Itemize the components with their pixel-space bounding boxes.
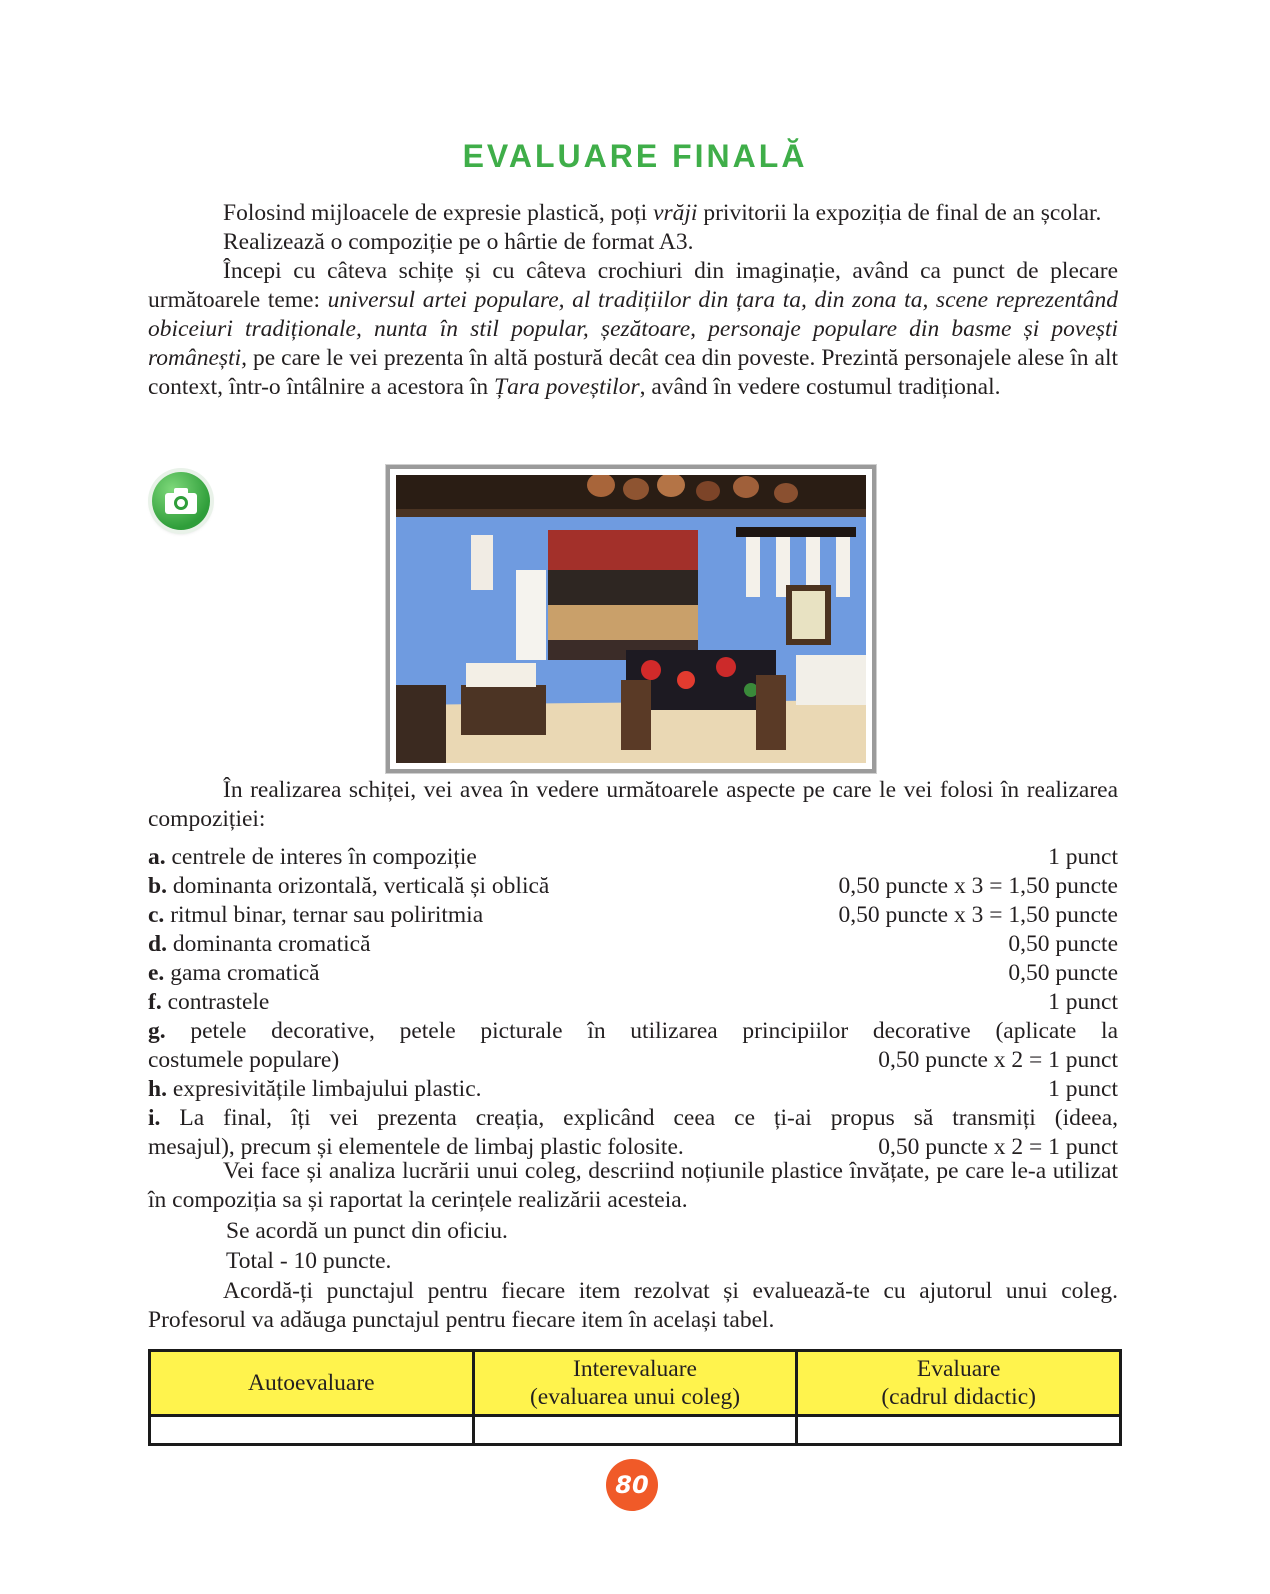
criterion-b-points: 0,50 puncte x 3 = 1,50 puncte bbox=[838, 873, 1118, 899]
closing-text bbox=[148, 1157, 1118, 1335]
criterion-e: e. gama cromatică 0,50 puncte bbox=[148, 960, 1118, 986]
criterion-g-points: 0,50 puncte x 2 = 1 punct bbox=[878, 1047, 1118, 1073]
criterion-d: d. dominanta cromatică 0,50 puncte bbox=[148, 931, 1118, 957]
intro-paragraph-3: Începi cu câteva schițe și cu câteva crochiuri din imaginație, având ca punct de plecare următoarele teme: universul artei populare, al tradițiilor din țara ta, din zona ta, scene reprezentând obiceiuri tradiționale, nunta în stil popular, șezătoare, personaje populare din basme și povești românești, pe care le vei prezenta în altă postură decât cea din poveste. Prezintă personajele alese în alt context, într-o întâlnire a acestora în Țara poveștilor, având în vedere costumul tradițional. bbox=[148, 258, 1118, 400]
closing-paragraph-4: Acordă-ți punctajul pentru fiecare item rezolvat și evaluează-te cu ajutorul unui coleg. Profesorul va adăuga punctajul pentru fiecare item în același tabel. bbox=[148, 1278, 1118, 1333]
criterion-e-points: 0,50 puncte bbox=[1008, 960, 1118, 986]
criterion-c-points: 0,50 puncte x 3 = 1,50 puncte bbox=[838, 902, 1118, 928]
intro-text bbox=[148, 199, 1118, 402]
closing-paragraph-1: Vei face și analiza lucrării unui coleg, descriind noțiunile plastice învățate, pe care le-a utilizat în compoziția sa și raportat la cerințele realizării acesteia. bbox=[148, 1158, 1118, 1213]
criterion-d-points: 0,50 puncte bbox=[1008, 931, 1118, 957]
criterion-b: b. dominanta orizontală, verticală și oblică 0,50 puncte x 3 = 1,50 puncte bbox=[148, 873, 1118, 899]
criterion-c: c. ritmul binar, ternar sau poliritmia 0,50 puncte x 3 = 1,50 puncte bbox=[148, 902, 1118, 928]
header-interevaluare: Interevaluare (evaluarea unui coleg) bbox=[473, 1351, 797, 1416]
cell-evaluare[interactable] bbox=[797, 1416, 1121, 1445]
criterion-g: g. petele decorative, petele picturale în utilizarea principiilor decorative (aplicate la bbox=[148, 1018, 1118, 1044]
criterion-h-points: 1 punct bbox=[1048, 1076, 1118, 1102]
evaluation-table-header bbox=[150, 1351, 1121, 1416]
criterion-a-points: 1 punct bbox=[1048, 844, 1118, 870]
header-autoevaluare: Autoevaluare bbox=[150, 1351, 474, 1416]
closing-paragraph-3: Total - 10 puncte. bbox=[226, 1248, 392, 1274]
criterion-a: a. centrele de interes în compoziție 1 punct bbox=[148, 844, 1118, 870]
criteria-list bbox=[148, 843, 1118, 1162]
cell-autoevaluare[interactable] bbox=[150, 1416, 474, 1445]
cell-interevaluare[interactable] bbox=[473, 1416, 797, 1445]
criterion-f-points: 1 punct bbox=[1048, 989, 1118, 1015]
interior-photo bbox=[386, 465, 876, 773]
criterion-i-continued: mesajul), precum și elementele de limbaj plastic folosite. 0,50 puncte x 2 = 1 punct bbox=[148, 1134, 1118, 1160]
criterion-i: i. La final, îți vei prezenta creația, explicând ceea ce ți-ai propus să transmiți (ideea, bbox=[148, 1105, 1119, 1131]
evaluation-table bbox=[148, 1349, 1122, 1446]
criterion-i-points: 0,50 puncte x 2 = 1 punct bbox=[878, 1134, 1118, 1160]
interior-photo-image bbox=[396, 475, 866, 763]
criterion-g-continued: costumele populare) 0,50 puncte x 2 = 1 punct bbox=[148, 1047, 1118, 1073]
page-number-badge: 80 bbox=[606, 1459, 658, 1511]
criterion-h: h. expresivitățile limbajului plastic. 1 punct bbox=[148, 1076, 1118, 1102]
header-evaluare: Evaluare (cadrul didactic) bbox=[797, 1351, 1121, 1416]
intro-paragraph-1: Folosind mijloacele de expresie plastică, poți vrăji privitorii la expoziția de final de an școlar. bbox=[223, 200, 1102, 226]
evaluation-table-row bbox=[150, 1416, 1121, 1445]
page-title: EVALUARE FINALĂ bbox=[462, 138, 808, 174]
closing-paragraph-2: Se acordă un punct din oficiu. bbox=[226, 1218, 508, 1244]
camera-icon bbox=[152, 472, 210, 530]
intro-paragraph-2: Realizează o compoziție pe o hârtie de format A3. bbox=[223, 229, 694, 255]
criterion-f: f. contrastele 1 punct bbox=[148, 989, 1118, 1015]
sketch-intro: În realizarea schiței, vei avea în vedere următoarele aspecte pe care le vei folosi în realizarea compoziției: bbox=[148, 777, 1118, 832]
